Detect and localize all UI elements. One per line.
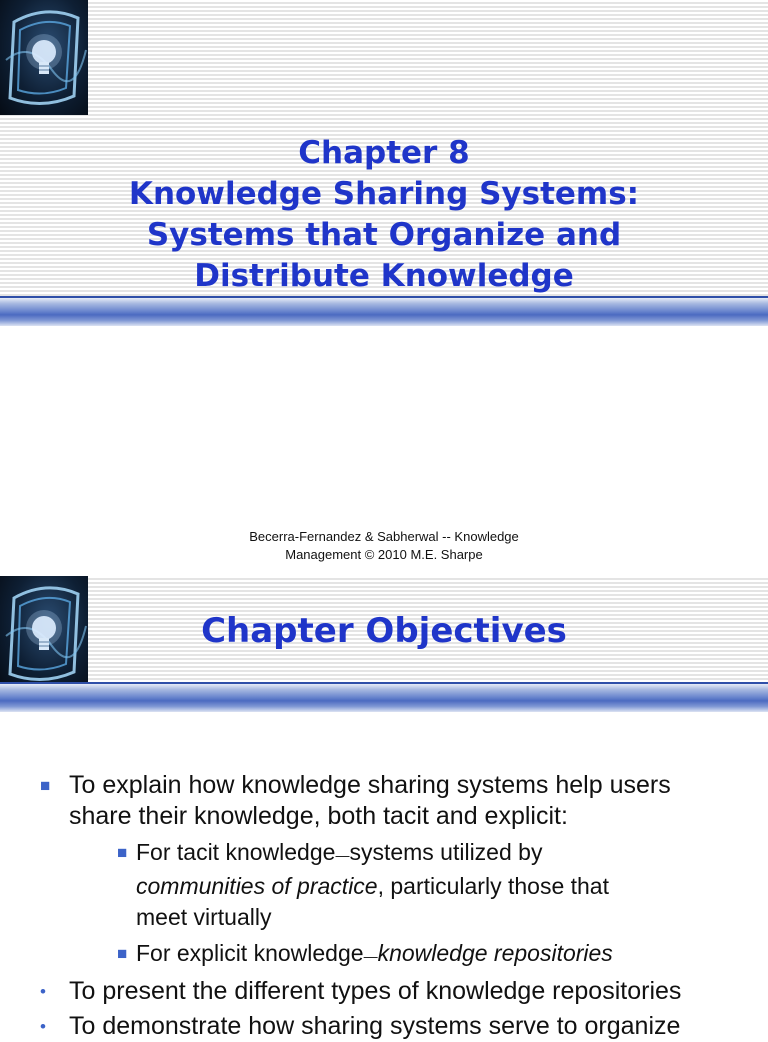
round-bullet-icon: •	[40, 1017, 46, 1036]
header-divider-bar	[0, 684, 768, 712]
title-line: Systems that Organize and	[146, 217, 622, 253]
square-bullet-icon: ■	[117, 944, 128, 963]
copyright-footer	[184, 528, 584, 564]
item-text: To present the different types of knowledge repositories	[69, 977, 682, 1005]
item-text: To explain how knowledge sharing systems help users	[69, 771, 671, 799]
sub-list-item	[0, 938, 768, 972]
square-bullet-icon: ■	[40, 776, 51, 795]
slide-title: Chapter Objectives	[201, 611, 567, 651]
objectives-list	[0, 770, 768, 1042]
lightbulb-logo-icon	[0, 0, 88, 115]
title-line: Distribute Knowledge	[194, 258, 574, 294]
title-line: Knowledge Sharing Systems:	[128, 176, 640, 212]
round-bullet-icon: •	[40, 982, 46, 1001]
header-divider-bar	[0, 298, 768, 326]
slide-title	[90, 133, 678, 297]
dash-separator: —	[363, 948, 378, 964]
list-item	[0, 1011, 768, 1042]
item-text: share their knowledge, both tacit and explicit:	[69, 802, 568, 830]
item-emphasis: communities of practice	[136, 873, 378, 899]
list-item	[0, 770, 768, 832]
item-emphasis: knowledge repositories	[377, 940, 613, 966]
item-text: For tacit knowledge	[136, 839, 336, 865]
item-text: meet virtually	[136, 904, 272, 930]
item-text: For explicit knowledge	[136, 940, 364, 966]
title-line: Chapter 8	[298, 135, 470, 171]
item-text: systems utilized by	[349, 839, 543, 865]
footer-line: Management © 2010 M.E. Sharpe	[285, 547, 483, 562]
lightbulb-logo-icon	[0, 576, 88, 691]
list-item	[0, 976, 768, 1007]
objectives-slide	[0, 576, 768, 1040]
dash-separator: —	[335, 847, 350, 863]
item-text: , particularly those that	[377, 873, 609, 899]
item-text: To demonstrate how sharing systems serve to organize	[69, 1012, 681, 1040]
square-bullet-icon: ■	[117, 843, 128, 862]
sub-list-item	[0, 837, 768, 933]
footer-line: Becerra-Fernandez & Sabherwal -- Knowledge	[249, 529, 519, 544]
